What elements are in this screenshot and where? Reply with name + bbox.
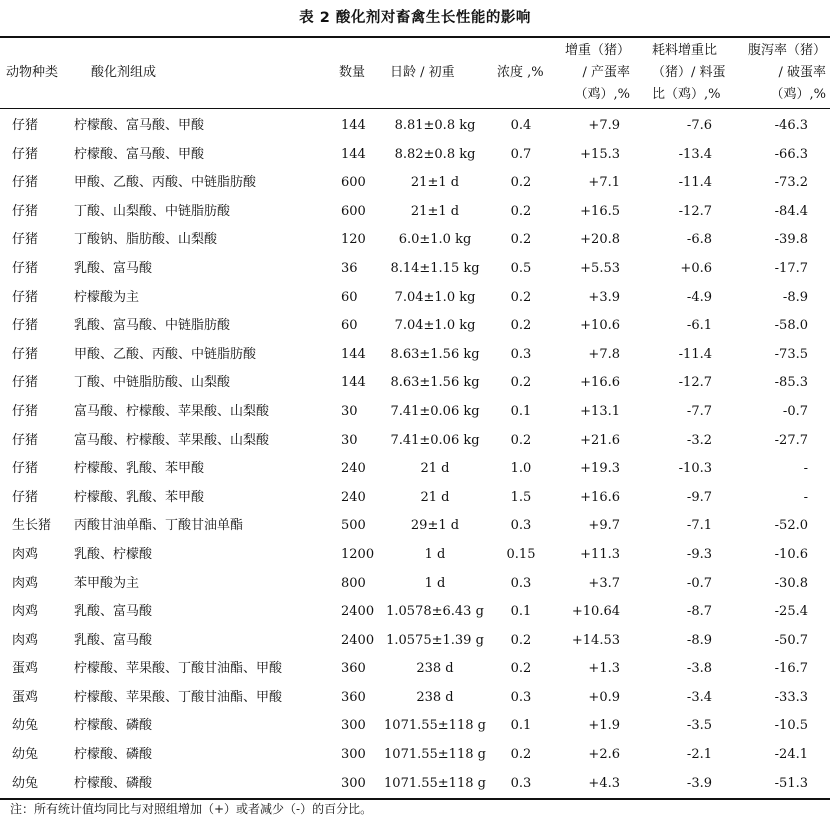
cell-weight-gain: +7.1	[588, 175, 620, 191]
cell-diarrhea-rate: -	[803, 461, 808, 477]
cell-count: 1200	[341, 546, 375, 562]
table-row	[0, 512, 830, 541]
cell-age: 1.0575±1.39 g	[386, 632, 484, 648]
cell-acidifier: 乳酸、富马酸、中链脂肪酸	[74, 318, 231, 334]
cell-concentration: 0.2	[510, 175, 532, 191]
table-row	[0, 398, 830, 427]
cell-count: 60	[341, 318, 358, 334]
cell-concentration: 1.0	[510, 461, 532, 477]
cell-count: 600	[341, 203, 366, 219]
cell-feed-ratio: -7.7	[686, 403, 712, 419]
cell-weight-gain: +3.7	[588, 575, 620, 591]
cell-concentration: 0.2	[510, 375, 532, 391]
header-diarrhea-3: （鸡）,%	[770, 87, 826, 102]
cell-count: 500	[341, 518, 366, 534]
cell-species: 仔猪	[12, 260, 39, 276]
table-row	[0, 141, 830, 170]
cell-age: 7.41±0.06 kg	[390, 403, 480, 419]
cell-count: 120	[341, 232, 366, 248]
cell-count: 30	[341, 403, 358, 419]
table-row	[0, 198, 830, 227]
cell-species: 仔猪	[12, 146, 39, 162]
cell-feed-ratio: -3.5	[686, 718, 712, 734]
header-count: 数量	[339, 65, 366, 80]
cell-weight-gain: +20.8	[580, 232, 620, 248]
cell-feed-ratio: -6.1	[686, 318, 712, 334]
table-row	[0, 655, 830, 684]
cell-count: 30	[341, 432, 358, 448]
cell-diarrhea-rate: -33.3	[774, 689, 808, 705]
cell-species: 肉鸡	[12, 575, 39, 591]
cell-age: 29±1 d	[410, 518, 460, 534]
cell-count: 2400	[341, 604, 375, 620]
cell-acidifier: 乳酸、富马酸	[74, 604, 153, 620]
cell-diarrhea-rate: -8.9	[782, 289, 808, 305]
table-row	[0, 312, 830, 341]
cell-weight-gain: +11.3	[580, 546, 620, 562]
cell-acidifier: 柠檬酸、磷酸	[74, 747, 153, 763]
cell-concentration: 0.2	[510, 203, 532, 219]
cell-concentration: 0.5	[510, 260, 532, 276]
cell-concentration: 0.2	[510, 747, 532, 763]
table-row	[0, 627, 830, 656]
cell-species: 肉鸡	[12, 546, 39, 562]
table-row	[0, 484, 830, 513]
cell-count: 60	[341, 289, 358, 305]
table-row	[0, 369, 830, 398]
cell-age: 238 d	[416, 689, 454, 705]
cell-acidifier: 丁酸、中链脂肪酸、山梨酸	[74, 375, 231, 391]
cell-feed-ratio: -10.3	[678, 461, 712, 477]
cell-age: 6.0±1.0 kg	[398, 232, 472, 248]
cell-diarrhea-rate: -84.4	[774, 203, 808, 219]
cell-count: 300	[341, 775, 366, 791]
cell-acidifier: 柠檬酸、富马酸、甲酸	[74, 118, 205, 133]
cell-concentration: 0.2	[510, 432, 532, 448]
cell-acidifier: 甲酸、乙酸、丙酸、中链脂肪酸	[74, 346, 257, 362]
cell-feed-ratio: -11.4	[678, 346, 712, 362]
cell-species: 仔猪	[12, 346, 39, 362]
cell-age: 1071.55±118 g	[384, 718, 486, 734]
cell-species: 幼兔	[12, 747, 39, 763]
cell-count: 360	[341, 689, 366, 705]
cell-acidifier: 丙酸甘油单酯、丁酸甘油单酯	[74, 518, 244, 534]
cell-acidifier: 柠檬酸、磷酸	[74, 775, 153, 791]
cell-age: 21±1 d	[410, 203, 460, 219]
cell-weight-gain: +1.9	[588, 718, 620, 734]
header-feed-2: （猪）/ 料蛋	[652, 65, 726, 80]
cell-feed-ratio: -0.7	[686, 575, 712, 591]
cell-feed-ratio: -4.9	[686, 289, 712, 305]
table-row	[0, 169, 830, 198]
cell-concentration: 1.5	[510, 489, 532, 505]
cell-feed-ratio: -11.4	[678, 175, 712, 191]
cell-species: 仔猪	[12, 375, 39, 391]
cell-diarrhea-rate: -58.0	[774, 318, 808, 334]
cell-concentration: 0.2	[510, 632, 532, 648]
cell-weight-gain: +1.3	[588, 661, 620, 677]
cell-count: 600	[341, 175, 366, 191]
cell-acidifier: 柠檬酸、富马酸、甲酸	[74, 146, 205, 162]
cell-species: 仔猪	[12, 432, 39, 448]
cell-age: 1 d	[424, 546, 446, 562]
cell-acidifier: 柠檬酸、磷酸	[74, 718, 153, 734]
table-row	[0, 712, 830, 741]
cell-concentration: 0.3	[510, 775, 532, 791]
cell-species: 幼兔	[12, 718, 39, 734]
cell-diarrhea-rate: -16.7	[774, 661, 808, 677]
cell-acidifier: 苯甲酸为主	[74, 575, 140, 591]
cell-age: 238 d	[416, 661, 454, 677]
cell-weight-gain: +9.7	[588, 518, 620, 534]
cell-diarrhea-rate: -	[803, 489, 808, 505]
cell-count: 144	[341, 375, 366, 391]
cell-feed-ratio: -3.2	[686, 432, 712, 448]
cell-species: 肉鸡	[12, 604, 39, 620]
cell-count: 240	[341, 461, 366, 477]
cell-species: 仔猪	[12, 289, 39, 305]
cell-species: 仔猪	[12, 203, 39, 219]
cell-weight-gain: +19.3	[580, 461, 620, 477]
table-note: 注：所有统计值均同比与对照组增加（+）或者减少（-）的百分比。	[10, 802, 373, 816]
cell-species: 仔猪	[12, 175, 39, 191]
cell-acidifier: 乳酸、柠檬酸	[74, 546, 153, 562]
cell-concentration: 0.2	[510, 232, 532, 248]
cell-acidifier: 乳酸、富马酸	[74, 260, 153, 276]
cell-weight-gain: +16.5	[580, 203, 620, 219]
header-acidifier: 酸化剂组成	[91, 65, 157, 80]
cell-count: 300	[341, 747, 366, 763]
cell-diarrhea-rate: -46.3	[774, 118, 808, 133]
cell-weight-gain: +5.53	[580, 260, 620, 276]
cell-acidifier: 甲酸、乙酸、丙酸、中链脂肪酸	[74, 175, 257, 191]
cell-count: 240	[341, 489, 366, 505]
cell-diarrhea-rate: -73.2	[774, 175, 808, 191]
cell-weight-gain: +13.1	[580, 403, 620, 419]
cell-diarrhea-rate: -10.5	[774, 718, 808, 734]
cell-weight-gain: +15.3	[580, 146, 620, 162]
table-row	[0, 541, 830, 570]
bottom-rule	[0, 798, 830, 800]
cell-count: 144	[341, 346, 366, 362]
cell-concentration: 0.4	[510, 118, 532, 133]
cell-concentration: 0.3	[510, 518, 532, 534]
cell-age: 8.63±1.56 kg	[390, 346, 480, 362]
cell-diarrhea-rate: -0.7	[782, 403, 808, 419]
cell-diarrhea-rate: -85.3	[774, 375, 808, 391]
table-title: 表 2 酸化剂对畜禽生长性能的影响	[299, 10, 531, 26]
cell-feed-ratio: -3.4	[686, 689, 712, 705]
cell-diarrhea-rate: -27.7	[774, 432, 808, 448]
cell-concentration: 0.15	[506, 546, 536, 562]
cell-concentration: 0.1	[510, 718, 532, 734]
cell-concentration: 0.2	[510, 661, 532, 677]
cell-species: 仔猪	[12, 461, 39, 477]
cell-count: 300	[341, 718, 366, 734]
cell-age: 7.41±0.06 kg	[390, 432, 480, 448]
cell-age: 8.14±1.15 kg	[390, 260, 480, 276]
cell-concentration: 0.1	[510, 403, 532, 419]
cell-diarrhea-rate: -17.7	[774, 260, 808, 276]
cell-concentration: 0.2	[510, 289, 532, 305]
cell-acidifier: 柠檬酸、乳酸、苯甲酸	[74, 489, 205, 505]
cell-weight-gain: +4.3	[588, 775, 620, 791]
cell-weight-gain: +10.64	[571, 604, 620, 620]
cell-age: 1071.55±118 g	[384, 747, 486, 763]
cell-count: 144	[341, 146, 366, 162]
cell-species: 生长猪	[12, 518, 52, 534]
table-row	[0, 570, 830, 599]
table-row	[0, 341, 830, 370]
cell-concentration: 0.3	[510, 575, 532, 591]
cell-diarrhea-rate: -24.1	[774, 747, 808, 763]
cell-species: 仔猪	[12, 318, 39, 334]
cell-weight-gain: +10.6	[580, 318, 620, 334]
cell-acidifier: 柠檬酸、乳酸、苯甲酸	[74, 461, 205, 477]
cell-weight-gain: +7.9	[588, 118, 620, 133]
cell-weight-gain: +16.6	[580, 375, 620, 391]
table-row	[0, 226, 830, 255]
cell-weight-gain: +21.6	[580, 432, 620, 448]
cell-count: 360	[341, 661, 366, 677]
header-feed-3: 比（鸡）,%	[652, 87, 721, 102]
table-row	[0, 112, 830, 141]
table-row	[0, 684, 830, 713]
table-row	[0, 284, 830, 313]
cell-count: 144	[341, 118, 366, 133]
cell-diarrhea-rate: -30.8	[774, 575, 808, 591]
table-row	[0, 598, 830, 627]
cell-feed-ratio: -9.3	[686, 546, 712, 562]
cell-acidifier: 柠檬酸、苹果酸、丁酸甘油酯、甲酸	[74, 661, 283, 677]
header-diarrhea-1: 腹泻率（猪）	[747, 43, 826, 58]
table-row	[0, 255, 830, 284]
cell-feed-ratio: +0.6	[680, 260, 712, 276]
cell-feed-ratio: -9.7	[686, 489, 712, 505]
cell-feed-ratio: -8.7	[686, 604, 712, 620]
header-age: 日龄 / 初重	[390, 65, 455, 80]
cell-count: 800	[341, 575, 366, 591]
cell-age: 21 d	[420, 489, 450, 505]
cell-concentration: 0.3	[510, 346, 532, 362]
cell-species: 蛋鸡	[12, 661, 39, 677]
cell-age: 1071.55±118 g	[384, 775, 486, 791]
table-header	[0, 40, 830, 106]
cell-diarrhea-rate: -52.0	[774, 518, 808, 534]
cell-species: 仔猪	[12, 118, 39, 133]
cell-weight-gain: +14.53	[571, 632, 620, 648]
cell-concentration: 0.2	[510, 318, 532, 334]
cell-weight-gain: +7.8	[588, 346, 620, 362]
table-row	[0, 427, 830, 456]
table-row	[0, 770, 830, 799]
cell-species: 肉鸡	[12, 632, 39, 648]
cell-weight-gain: +16.6	[580, 489, 620, 505]
cell-concentration: 0.3	[510, 689, 532, 705]
cell-diarrhea-rate: -73.5	[774, 346, 808, 362]
cell-species: 仔猪	[12, 403, 39, 419]
table-row	[0, 455, 830, 484]
cell-age: 8.63±1.56 kg	[390, 375, 480, 391]
header-gain-3: （鸡）,%	[574, 87, 630, 102]
table-row	[0, 741, 830, 770]
header-feed-1: 耗料增重比	[652, 43, 718, 58]
cell-concentration: 0.7	[510, 146, 532, 162]
cell-feed-ratio: -13.4	[678, 146, 712, 162]
cell-species: 仔猪	[12, 232, 39, 248]
cell-feed-ratio: -6.8	[686, 232, 712, 248]
cell-diarrhea-rate: -25.4	[774, 604, 808, 620]
cell-age: 8.81±0.8 kg	[394, 118, 476, 133]
cell-acidifier: 乳酸、富马酸	[74, 632, 153, 648]
cell-diarrhea-rate: -51.3	[774, 775, 808, 791]
cell-weight-gain: +0.9	[588, 689, 620, 705]
header-diarrhea-2: / 破蛋率	[778, 65, 826, 80]
cell-feed-ratio: -3.9	[686, 775, 712, 791]
cell-acidifier: 柠檬酸、苹果酸、丁酸甘油酯、甲酸	[74, 689, 283, 705]
cell-acidifier: 柠檬酸为主	[74, 289, 140, 305]
cell-acidifier: 丁酸、山梨酸、中链脂肪酸	[74, 203, 231, 219]
cell-diarrhea-rate: -10.6	[774, 546, 808, 562]
header-gain-2: / 产蛋率	[582, 65, 630, 80]
cell-feed-ratio: -2.1	[686, 747, 712, 763]
cell-acidifier: 丁酸钠、脂肪酸、山梨酸	[74, 232, 218, 248]
cell-feed-ratio: -12.7	[678, 203, 712, 219]
header-gain-1: 增重（猪）	[564, 43, 630, 58]
cell-acidifier: 富马酸、柠檬酸、苹果酸、山梨酸	[74, 432, 270, 448]
header-conc: 浓度 ,%	[497, 65, 544, 80]
cell-age: 1 d	[424, 575, 446, 591]
cell-age: 21±1 d	[410, 175, 460, 191]
cell-diarrhea-rate: -39.8	[774, 232, 808, 248]
header-rule	[0, 108, 830, 109]
cell-feed-ratio: -3.8	[686, 661, 712, 677]
top-rule	[0, 36, 830, 38]
cell-feed-ratio: -7.1	[686, 518, 712, 534]
cell-age: 8.82±0.8 kg	[394, 146, 476, 162]
cell-age: 7.04±1.0 kg	[394, 318, 476, 334]
cell-age: 1.0578±6.43 g	[386, 604, 484, 620]
cell-feed-ratio: -12.7	[678, 375, 712, 391]
cell-acidifier: 富马酸、柠檬酸、苹果酸、山梨酸	[74, 403, 270, 419]
cell-count: 36	[341, 260, 358, 276]
cell-species: 幼兔	[12, 775, 39, 791]
cell-age: 7.04±1.0 kg	[394, 289, 476, 305]
cell-weight-gain: +2.6	[588, 747, 620, 763]
cell-age: 21 d	[420, 461, 450, 477]
cell-count: 2400	[341, 632, 375, 648]
cell-feed-ratio: -8.9	[686, 632, 712, 648]
cell-species: 仔猪	[12, 489, 39, 505]
cell-diarrhea-rate: -50.7	[774, 632, 808, 648]
header-species: 动物种类	[6, 65, 59, 80]
cell-weight-gain: +3.9	[588, 289, 620, 305]
cell-concentration: 0.1	[510, 604, 532, 620]
cell-feed-ratio: -7.6	[686, 118, 712, 133]
table-body	[0, 112, 830, 798]
cell-species: 蛋鸡	[12, 689, 39, 705]
cell-diarrhea-rate: -66.3	[774, 146, 808, 162]
